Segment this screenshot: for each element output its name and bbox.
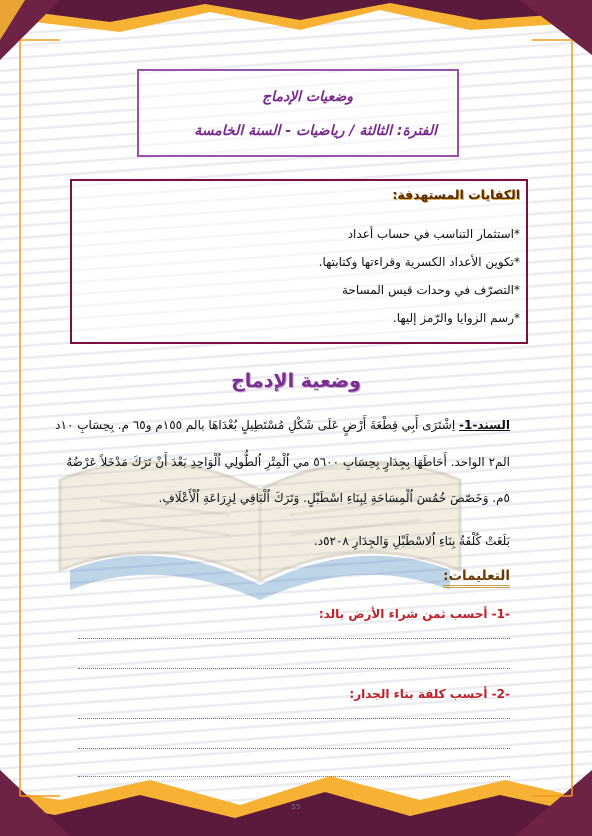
answer-line[interactable] <box>78 718 510 719</box>
competencies-box <box>70 179 528 344</box>
page-title: وضعيات الإدماج <box>262 89 353 105</box>
answer-line[interactable] <box>78 638 510 639</box>
answer-line[interactable] <box>78 748 510 749</box>
document-label: السند-1- <box>459 418 510 432</box>
page-subtitle: الفترة: الثالثة / رياضيات - السنة الخامسة <box>194 123 437 139</box>
section-heading: وضعية الإدماج <box>231 370 361 392</box>
answer-line[interactable] <box>78 776 510 777</box>
competency-item: *رسم الزوايا والرّمز إليها. <box>392 311 520 325</box>
document-line-1 <box>55 418 510 432</box>
instructions-heading: التعليمات: <box>443 568 510 588</box>
open-book-watermark-icon <box>40 420 480 610</box>
answer-line[interactable] <box>78 668 510 669</box>
document-line-1-text: اِشْتَرَى أَبِي قِطْعَةَ أَرْضٍ عَلَى شَكْلِ مُسْتَطِيلٍ بُعْدَاهَا بالم ١٥٥م و٦٥ م. بِحِسَابِ ١٠د <box>55 418 456 432</box>
document-line-4: بَلَغَتْ كُلْفَةُ بِنَاءِ اُلاسْطَبْلِ وَالجِدَارِ ٥٢٠٨د. <box>313 534 510 548</box>
competencies-title: الكفايات المستهدفة: <box>392 187 520 202</box>
competency-item: *تكوين الأعداد الكسرية وقراءتها وكتابتها. <box>318 255 520 269</box>
document-line-2: الم٢ الواحد. أَحَاطَهَا بِجِدَارٍ بِحِسَابِ ٥٦٠٠ مي اُلْمِتْرِ اُلطُّولِي اُلْوَاحِدِ بَعْدَ أَنْ تَرَكَ مَدْخَلاً عَرْضُهُ <box>66 455 510 469</box>
document-line-3: ٥م. وَخَصّصَ خُمُسَ اُلْمِسَاحَةِ لِبِنَاءِ اسْطَبْلٍ. وَتَرَكَ اُلْبَاقِي لِزِرَاعَةِ اُلْأَعْلَافِ. <box>158 491 510 505</box>
question-2: -2- أحسب كلفة بناء الجدار: <box>349 687 510 701</box>
title-box <box>137 69 459 157</box>
question-1: -1- أحسب ثمن شراء الأرض بالد: <box>318 607 510 621</box>
page-number: 55 <box>291 803 301 811</box>
competency-item: *التصرّف في وحدات قيس المساحة <box>341 283 520 297</box>
competency-item: *استثمار التناسب في حساب أعداد <box>347 227 520 241</box>
